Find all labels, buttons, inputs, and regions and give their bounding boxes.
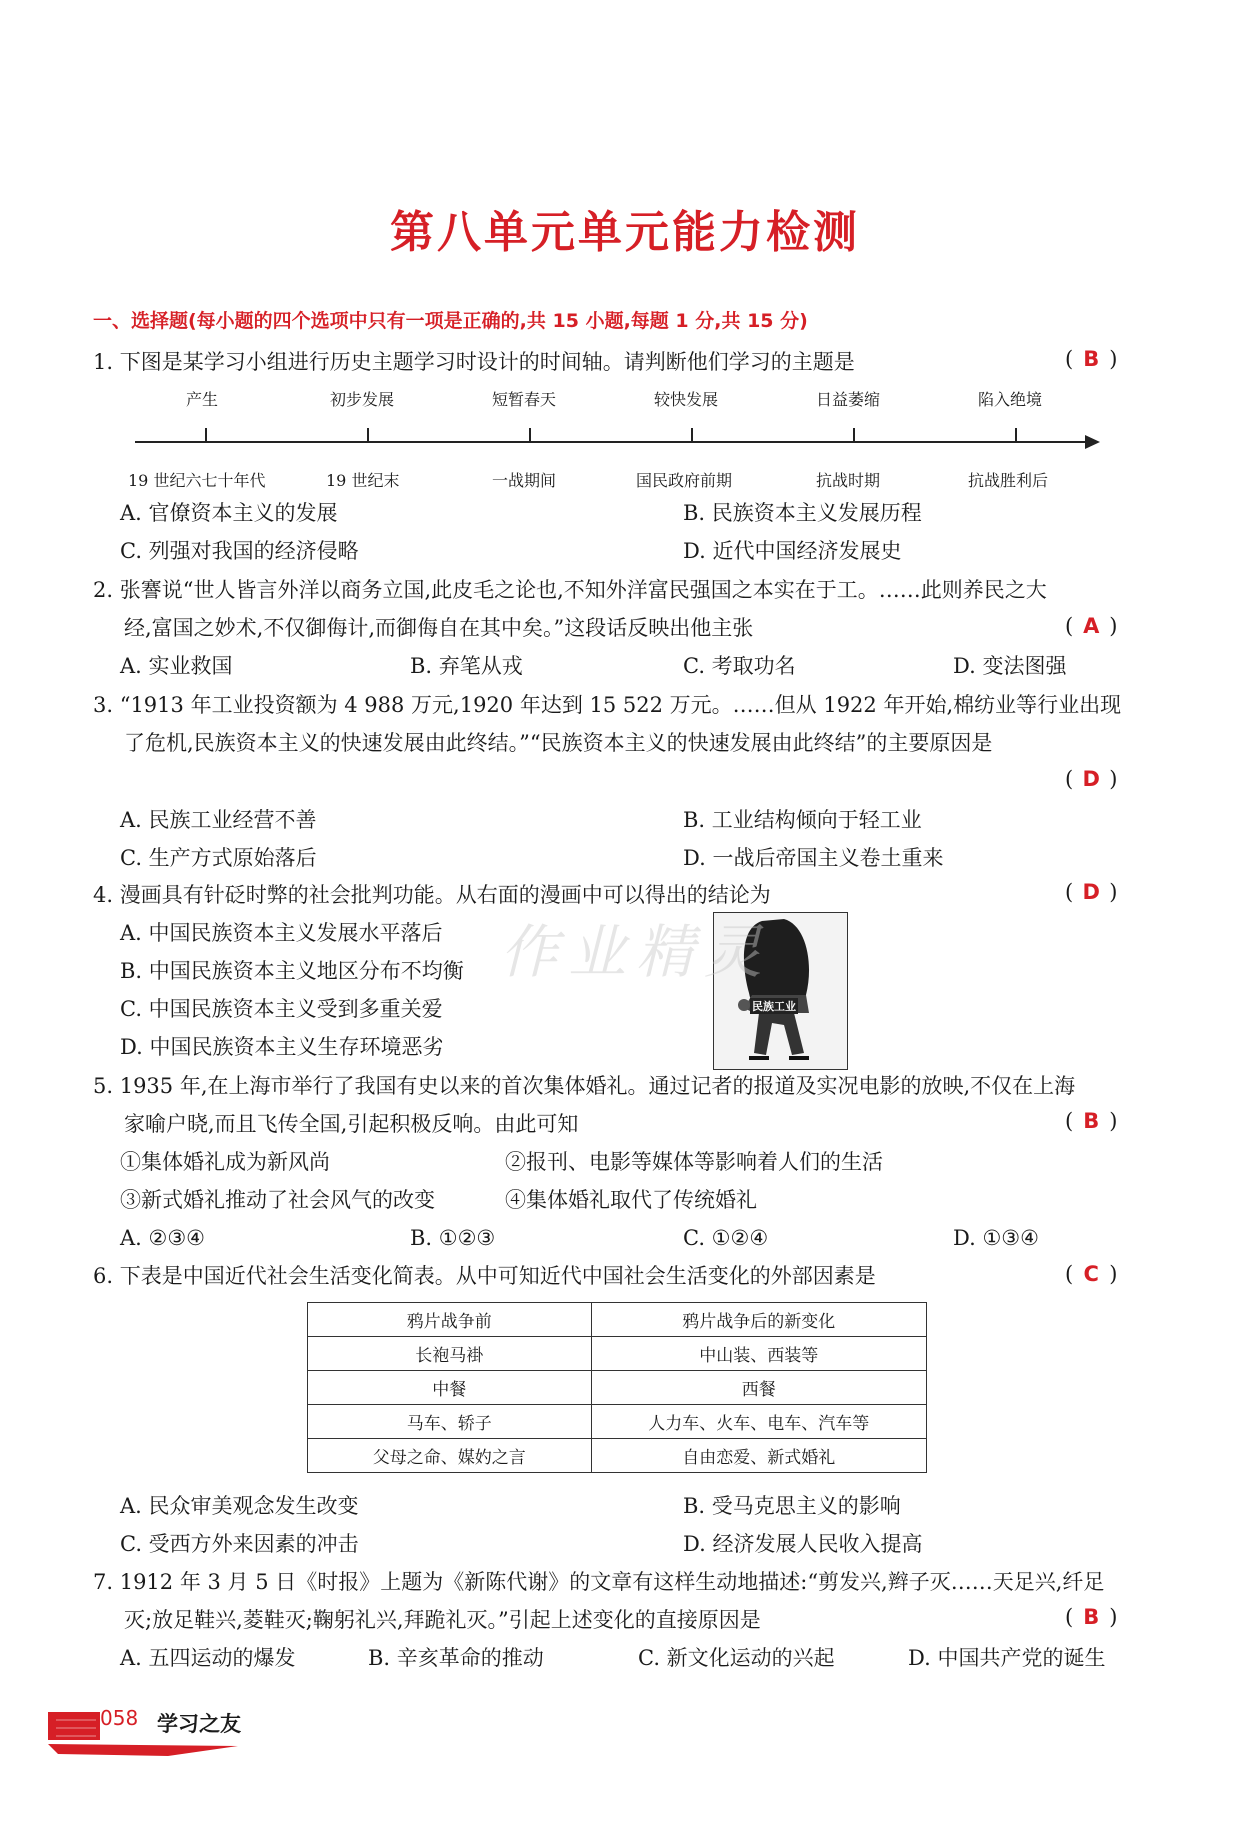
timeline-period: 19 世纪末 [326, 471, 400, 490]
q4-option-c: C. 中国民族资本主义受到多重关爱 [120, 997, 443, 1021]
section-heading: 一、选择题(每小题的四个选项中只有一项是正确的,共 15 小题,每题 1 分,共 15 分) [93, 310, 808, 332]
table-cell: 中山装、西装等 [591, 1337, 926, 1371]
q6-option-c: C. 受西方外来因素的冲击 [120, 1532, 359, 1556]
timeline-period: 国民政府前期 [636, 471, 733, 490]
q5-stem-line1: 5. 1935 年,在上海市举行了我国有史以来的首次集体婚礼。通过记者的报道及实况电影的放映,不仅在上海 [93, 1074, 1076, 1098]
table-cell: 长袍马褂 [308, 1337, 592, 1371]
q3-option-c: C. 生产方式原始落后 [120, 846, 317, 870]
q7-option-b: B. 辛亥革命的推动 [368, 1646, 544, 1670]
q4-option-d: D. 中国民族资本主义生存环境恶劣 [120, 1035, 444, 1059]
table-header-cell: 鸦片战争前 [308, 1303, 592, 1337]
page-number: 058 [100, 1706, 139, 1730]
table-cell: 自由恋爱、新式婚礼 [591, 1439, 926, 1473]
table-cell: 人力车、火车、电车、汽车等 [591, 1405, 926, 1439]
q7-option-a: A. 五四运动的爆发 [120, 1646, 296, 1670]
timeline-period: 19 世纪六七十年代 [128, 471, 266, 490]
cartoon-label: 民族工业 [752, 1000, 796, 1013]
q5-stem-line2: 家喻户晓,而且飞传全国,引起积极反响。由此可知 [124, 1112, 579, 1136]
q2-option-d: D. 变法图强 [953, 654, 1067, 678]
table-cell: 中餐 [308, 1371, 592, 1405]
q2-answer [1065, 612, 1117, 640]
answer-letter: D [1082, 767, 1100, 791]
q7-stem-line2: 灭;放足鞋兴,菱鞋灭;鞠躬礼兴,拜跪礼灭。”引起上述变化的直接原因是 [124, 1608, 761, 1632]
bracket-open: ( [1065, 347, 1074, 371]
q5-item-3: ③新式婚礼推动了社会风气的改变 [120, 1188, 435, 1212]
q3-stem-line1: 3. “1913 年工业投资额为 4 988 万元,1920 年达到 15 522 万元。……但从 1922 年开始,棉纺业等行业出现 [93, 693, 1122, 717]
table-row [308, 1439, 927, 1473]
q7-option-d: D. 中国共产党的诞生 [908, 1646, 1106, 1670]
q4-option-b: B. 中国民族资本主义地区分布不均衡 [120, 959, 464, 983]
timeline-stage: 日益萎缩 [816, 390, 881, 409]
table-row [308, 1337, 927, 1371]
bracket-close: ) [1109, 1262, 1118, 1286]
q5-option-c: C. ①②④ [683, 1226, 769, 1250]
bracket-open: ( [1065, 767, 1074, 791]
answer-letter: B [1083, 1605, 1100, 1629]
timeline-period: 抗战时期 [816, 471, 881, 490]
q3-option-d: D. 一战后帝国主义卷土重来 [683, 846, 944, 870]
q7-option-c: C. 新文化运动的兴起 [638, 1646, 835, 1670]
bracket-open: ( [1065, 1109, 1074, 1133]
answer-letter: D [1082, 880, 1100, 904]
bracket-open: ( [1065, 1605, 1074, 1629]
q4-option-a: A. 中国民族资本主义发展水平落后 [120, 921, 443, 945]
timeline-stage: 产生 [186, 390, 219, 409]
table-cell: 西餐 [591, 1371, 926, 1405]
q1-option-c: C. 列强对我国的经济侵略 [120, 539, 359, 563]
q2-stem-line2: 经,富国之妙术,不仅御侮计,而御侮自在其中矣。”这段话反映出他主张 [124, 616, 754, 640]
q6-answer [1065, 1260, 1117, 1288]
q2-option-b: B. 弃笔从戎 [410, 654, 523, 678]
life-change-table [307, 1302, 927, 1473]
q4-stem: 4. 漫画具有针砭时弊的社会批判功能。从右面的漫画中可以得出的结论为 [93, 883, 771, 907]
timeline-stage: 较快发展 [654, 390, 719, 409]
table-cell: 马车、轿子 [308, 1405, 592, 1439]
timeline-stage: 短暂春天 [492, 390, 557, 409]
bracket-close: ) [1109, 1605, 1118, 1629]
bracket-close: ) [1109, 880, 1118, 904]
q5-option-a: A. ②③④ [120, 1226, 205, 1250]
bracket-close: ) [1109, 767, 1118, 791]
table-header-row [308, 1303, 927, 1337]
q5-answer [1065, 1107, 1117, 1135]
q1-option-a: A. 官僚资本主义的发展 [120, 501, 338, 525]
q7-stem-line1: 7. 1912 年 3 月 5 日《时报》上题为《新陈代谢》的文章有这样生动地描述:“剪发兴,辫子灭……天足兴,纤足 [93, 1570, 1105, 1594]
q5-option-d: D. ①③④ [953, 1226, 1039, 1250]
timeline-period: 抗战胜利后 [968, 471, 1049, 490]
table-row [308, 1371, 927, 1405]
timeline-stage: 初步发展 [330, 390, 395, 409]
q5-option-b: B. ①②③ [410, 1226, 496, 1250]
answer-letter: A [1083, 614, 1100, 638]
q5-item-1: ①集体婚礼成为新风尚 [120, 1150, 330, 1174]
table-header-cell: 鸦片战争后的新变化 [591, 1303, 926, 1337]
q1-option-b: B. 民族资本主义发展历程 [683, 501, 922, 525]
q3-stem-line2: 了危机,民族资本主义的快速发展由此终结。”“民族资本主义的快速发展由此终结”的主要原因是 [124, 731, 993, 755]
q1-option-d: D. 近代中国经济发展史 [683, 539, 902, 563]
q2-stem-line1: 2. 张謇说“世人皆言外洋以商务立国,此皮毛之论也,不知外洋富民强国之本实在于工。……此则养民之大 [93, 578, 1047, 602]
q1-stem: 1. 下图是某学习小组进行历史主题学习时设计的时间轴。请判断他们学习的主题是 [93, 350, 855, 374]
answer-letter: C [1083, 1262, 1099, 1286]
q6-option-b: B. 受马克思主义的影响 [683, 1494, 901, 1518]
q3-option-b: B. 工业结构倾向于轻工业 [683, 808, 922, 832]
timeline-period: 一战期间 [492, 471, 557, 490]
q4-answer [1065, 878, 1117, 906]
table-row [308, 1405, 927, 1439]
q5-item-2: ②报刊、电影等媒体等影响着人们的生活 [505, 1150, 883, 1174]
q3-option-a: A. 民族工业经营不善 [120, 808, 317, 832]
bracket-open: ( [1065, 880, 1074, 904]
answer-letter: B [1083, 1109, 1100, 1133]
timeline-axis [0, 0, 1250, 500]
answer-letter: B [1083, 347, 1100, 371]
q7-answer [1065, 1603, 1117, 1631]
watermark: 作业精灵 [500, 918, 773, 986]
q5-item-4: ④集体婚礼取代了传统婚礼 [505, 1188, 757, 1212]
bracket-close: ) [1109, 347, 1118, 371]
table-cell: 父母之命、媒妁之言 [308, 1439, 592, 1473]
q3-answer [1065, 765, 1117, 793]
bracket-open: ( [1065, 614, 1074, 638]
q6-option-a: A. 民众审美观念发生改变 [120, 1494, 359, 1518]
q2-option-a: A. 实业救国 [120, 654, 233, 678]
q2-option-c: C. 考取功名 [683, 654, 796, 678]
timeline-stage: 陷入绝境 [978, 390, 1043, 409]
page-title: 第八单元单元能力检测 [390, 207, 860, 258]
bracket-close: ) [1109, 1109, 1118, 1133]
q6-option-d: D. 经济发展人民收入提高 [683, 1532, 923, 1556]
arrow-head-icon [1085, 435, 1100, 449]
brand-logo: 学习之友 [157, 1712, 241, 1736]
bracket-close: ) [1109, 614, 1118, 638]
bracket-open: ( [1065, 1262, 1074, 1286]
q6-stem: 6. 下表是中国近代社会生活变化简表。从中可知近代中国社会生活变化的外部因素是 [93, 1264, 876, 1288]
